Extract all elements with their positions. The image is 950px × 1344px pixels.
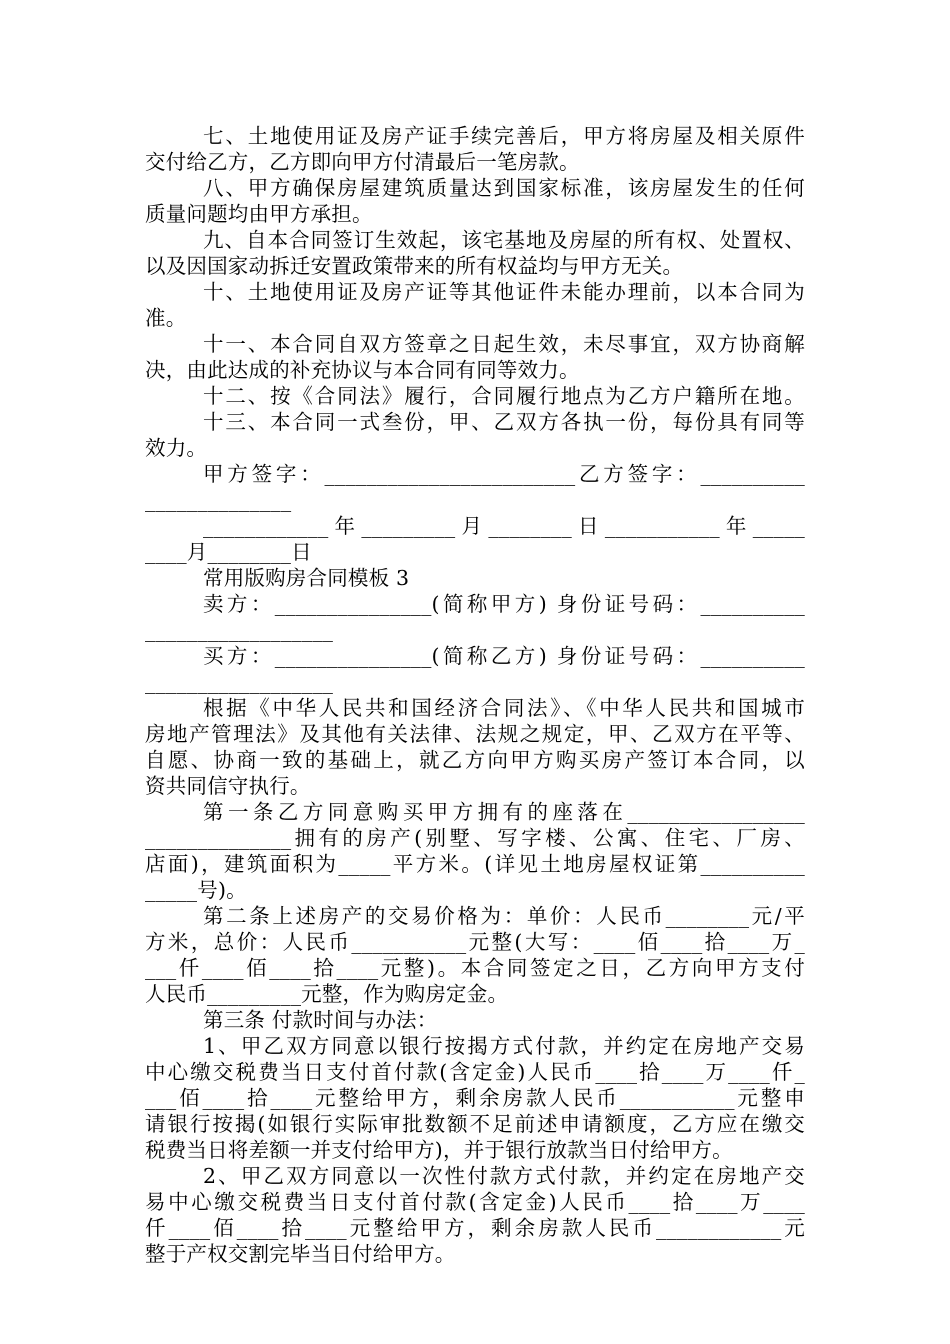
clause-13-line-2: 效力。 (145, 436, 208, 460)
article-1-line-4: _____号)。 (145, 878, 247, 902)
clause-9-line-1: 九、自本合同签订生效起，该宅基地及房屋的所有权、处置权、 (203, 228, 805, 252)
seller-line-cont: __________________ (145, 618, 334, 642)
article-3-heading: 第三条 付款时间与办法： (203, 1008, 438, 1032)
clause-12-line: 十二、按《合同法》履行，合同履行地点为乙方户籍所在地。 (203, 384, 805, 408)
signature-line-cont: ______________ (145, 488, 292, 512)
signature-line: 甲方签字：________________________乙方签字：__________ (203, 462, 805, 486)
article-3-item-1-line-1: 1、甲乙双方同意以银行按揭方式付款，并约定在房地产交易 (203, 1034, 805, 1058)
article-1-line-3: 店面)，建筑面积为_____平方米。(详见土地房屋权证第__________ (145, 852, 805, 876)
article-1-line-1: 第一条乙方同意购买甲方拥有的座落在_________________ (203, 800, 805, 824)
clause-13-line-1: 十三、本合同一式叁份，甲、乙双方各执一份，每份具有同等 (203, 410, 805, 434)
preamble-line-4: 资共同信守执行。 (145, 774, 311, 798)
clause-11-line-2: 决，由此达成的补充协议与本合同有同等效力。 (145, 358, 580, 382)
article-2-line-4: 人民币_________元整，作为购房定金。 (145, 982, 509, 1006)
clause-8-line-2: 质量问题均由甲方承担。 (145, 202, 373, 226)
article-3-item-2-line-2: 易中心缴交税费当日支付首付款(含定金)人民币____拾____万____ (145, 1190, 805, 1214)
clause-7-line-1: 七、土地使用证及房产证手续完善后，甲方将房屋及相关原件 (203, 124, 805, 148)
clause-8-line-1: 八、甲方确保房屋建筑质量达到国家标准，该房屋发生的任何 (203, 176, 805, 200)
buyer-line-cont: __________________ (145, 670, 334, 694)
article-2-line-3: ___仟____佰____拾____元整)。本合同签定之日，乙方向甲方支付 (145, 956, 805, 980)
clause-10-line-2: 准。 (145, 306, 187, 330)
preamble-line-1: 根据《中华人民共和国经济合同法》、《中华人民共和国城市 (203, 696, 805, 720)
article-2-line-1: 第二条上述房产的交易价格为：单价：人民币________元/平 (203, 904, 805, 928)
preamble-line-2: 房地产管理法》及其他有关法律、法规之规定，甲、乙双方在平等、 (145, 722, 805, 746)
clause-7-line-2: 交付给乙方，乙方即向甲方付清最后一笔房款。 (145, 150, 580, 174)
article-3-item-1-line-4: 请银行按揭(如银行实际审批数额不足前述申请额度，乙方应在缴交 (145, 1112, 805, 1136)
clause-11-line-1: 十一、本合同自双方签章之日起生效，未尽事宜，双方协商解 (203, 332, 805, 356)
template-title: 常用版购房合同模板 3 (203, 566, 410, 590)
date-line-cont: ____月________日 (145, 540, 312, 564)
article-3-item-2-line-3: 仟____佰____拾____元整给甲方，剩余房款人民币____________元 (145, 1216, 805, 1240)
article-3-item-1-line-2: 中心缴交税费当日支付首付款(含定金)人民币____拾____万____仟_ (145, 1060, 805, 1084)
article-3-item-2-line-1: 2、甲乙双方同意以一次性付款方式付款，并约定在房地产交 (203, 1164, 805, 1188)
article-1-line-2: ______________拥有的房产(别墅、写字楼、公寓、住宅、厂房、 (145, 826, 805, 850)
article-3-item-1-line-3: ___佰____拾____元整给甲方，剩余房款人民币___________元整申 (145, 1086, 805, 1110)
preamble-line-3: 自愿、协商一致的基础上，就乙方向甲方购买房产签订本合同，以 (145, 748, 805, 772)
article-2-line-2: 方米，总价：人民币___________元整(大写：____佰____拾____万_ (145, 930, 805, 954)
seller-line: 卖方：_______________(简称甲方) 身份证号码：__________ (203, 592, 805, 616)
article-3-item-1-line-5: 税费当日将差额一并支付给甲方)，并于银行放款当日付给甲方。 (145, 1138, 733, 1162)
buyer-line: 买方：_______________(简称乙方) 身份证号码：__________ (203, 644, 805, 668)
date-line: ____________年_________月________日___________年_____ (203, 514, 805, 538)
clause-9-line-2: 以及因国家动拆迁安置政策带来的所有权益均与甲方无关。 (145, 254, 684, 278)
clause-10-line-1: 十、土地使用证及房产证等其他证件未能办理前，以本合同为 (203, 280, 805, 304)
article-3-item-2-line-4: 整于产权交割完毕当日付给甲方。 (145, 1242, 456, 1266)
